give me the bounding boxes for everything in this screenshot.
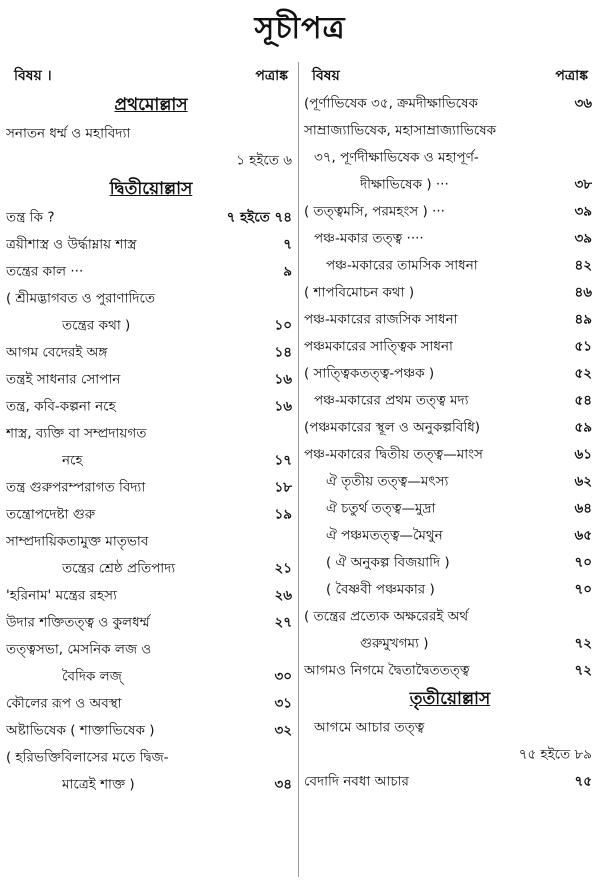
toc-entry: ( শ্রীমদ্ভাগবত ও পুরাণাদিতে [6, 290, 156, 306]
section-heading: তৃতীয়োল্লাস [409, 689, 491, 709]
toc-entry: তন্ত্রের কাল ··· ৯ [6, 263, 292, 279]
toc-entry: পঞ্চমকারের সাত্ত্বিক সাধনা ৫১ [304, 338, 592, 354]
column-divider [298, 62, 299, 877]
page-heading: পত্রাঙ্ক [555, 68, 588, 84]
left-column [6, 62, 296, 798]
right-column [304, 62, 596, 795]
toc-entry: বেদাদি নবধা আচার ৭৫ [304, 773, 592, 789]
toc-entry: নহে ১৭ [62, 452, 292, 468]
toc-entry: কৌলের রূপ ও অবস্থা ৩১ [6, 695, 292, 711]
toc-entry: ঐ তৃতীয় তত্ত্ব—মৎস্য ৬২ [326, 473, 592, 489]
toc-entry: বৈদিক লজ্ ৩০ [62, 668, 292, 684]
toc-entry: ১ হইতে ৬ [236, 152, 292, 168]
toc-entry: ( বৈষ্ণবী পঞ্চমকার ) ৭০ [326, 581, 592, 597]
toc-entry: অষ্টাভিষেক ( শাক্তাভিষেক ) ৩২ [6, 722, 292, 738]
toc-entry: পঞ্চ-মকারের প্রথম তত্ত্ব মদ্য ৫৪ [314, 392, 592, 408]
toc-entry: গুরুমুখগম্য ) ৭২ [360, 635, 592, 651]
toc-entry: তন্ত্রোপদেষ্টা গুরু ১৯ [6, 506, 292, 522]
toc-entry: ( তন্ত্রের প্রত্যেক অক্ষরেরই অর্থ [304, 608, 469, 624]
toc-entry: সাম্প্রদায়িকতামুক্ত মাতৃভাব [6, 533, 149, 549]
toc-entry: দীক্ষাভিষেক ) ··· ৩৮ [360, 176, 592, 192]
toc-entry: ( শাপবিমোচন কথা ) ৪৬ [304, 284, 592, 300]
toc-entry: সাম্রাজ্যাভিষেক, মহাসাম্রাজ্যাভিষেক [304, 122, 497, 138]
toc-entry: ৩৭, পূর্ণদীক্ষাভিষেক ও মহাপূর্ণ- [314, 149, 479, 165]
toc-entry: ( হরিভক্তিবিলাসের মতে দ্বিজ- [6, 749, 169, 765]
toc-entry: পঞ্চ-মকারের তামসিক সাধনা ৪২ [326, 257, 592, 273]
right-header [304, 62, 596, 90]
section-heading: দ্বিতীয়োল্লাস [109, 179, 193, 199]
toc-entry: পঞ্চ-মকার তত্ত্ব ···· ৩৯ [314, 230, 592, 246]
toc-entry: তত্ত্বসভা, মেসনিক লজ ও [6, 641, 152, 657]
toc-entry: ( সাত্ত্বিকতত্ত্ব-পঞ্চক ) ৫২ [304, 365, 592, 381]
toc-entry: উদার শক্তিতত্ত্ব ও কুলধর্ম্ম ২৭ [6, 614, 292, 630]
section-heading: প্রথমোল্লাস [114, 95, 188, 115]
toc-entry: শাস্ত্র, ব্যক্তি বা সম্প্রদায়গত [6, 425, 147, 441]
toc-entry: মাত্রেই শাক্ত ) ৩৪ [62, 776, 292, 792]
toc-entry: পঞ্চ-মকারের দ্বিতীয় তত্ত্ব—মাংস ৬১ [304, 446, 592, 462]
toc-entry: ঐ পঞ্চমতত্ত্ব—মৈথুন ৬৫ [326, 527, 592, 543]
toc-entry: তন্ত্রের শ্রেষ্ঠ প্রতিপাদ্য ২১ [62, 560, 292, 576]
toc-entry: (পঞ্চমকারের স্থূল ও অনুকল্পবিধি) ৫৯ [304, 419, 592, 435]
page-title: সূচীপত্র [254, 11, 346, 46]
toc-entry: (পূর্ণাভিষেক ৩৫, ক্রমদীক্ষাভিষেক ৩৬ [304, 95, 592, 111]
toc-entry: আগম বেদেরই অঙ্গ ১৪ [6, 344, 292, 360]
subject-heading: বিষয় । [14, 68, 52, 84]
toc-entry: ঐ চতুর্থ তত্ত্ব—মুদ্রা ৬৪ [326, 500, 592, 516]
toc-entry: তন্ত্র গুরুপরম্পরাগত বিদ্যা ১৮ [6, 479, 292, 495]
toc-entry: সনাতন ধর্ম্ম ও মহাবিদ্যা [6, 125, 131, 141]
toc-entry: তন্ত্র, কবি-কল্পনা নহে ১৬ [6, 398, 292, 414]
toc-entry: পঞ্চ-মকারের রাজসিক সাধনা ৪৯ [304, 311, 592, 327]
left-header [6, 62, 296, 90]
toc-entry: তন্ত্রই সাধনার সোপান ১৬ [6, 371, 292, 387]
toc-entry: ( ঐ অনুকল্প বিজয়াদি ) ৭০ [326, 554, 592, 570]
toc-entry: আগমে আচার তত্ত্ব [314, 719, 425, 735]
subject-heading: বিষয় [312, 68, 340, 84]
toc-entry: আগমও নিগমে দ্বৈতাদ্বৈততত্ত্ব ৭২ [304, 662, 592, 678]
page-heading: পত্রাঙ্ক [255, 68, 288, 84]
toc-entry: ( তত্ত্বমসি, পরমহংস ) ··· ৩৯ [304, 203, 592, 219]
toc-entry: ত্রয়ীশাস্ত্র ও উর্দ্ধাম্নায় শাস্ত্র ৭ [6, 236, 292, 252]
toc-entry: 'হরিনাম' মন্ত্রের রহস্য ২৬ [6, 587, 292, 603]
toc-entry: তন্ত্র কি ? ৭ হইতে ৭৪ [6, 209, 292, 225]
toc-entry: ৭৫ হইতে ৮৯ [518, 746, 592, 762]
toc-entry: তন্ত্রের কথা ) ১০ [62, 317, 292, 333]
